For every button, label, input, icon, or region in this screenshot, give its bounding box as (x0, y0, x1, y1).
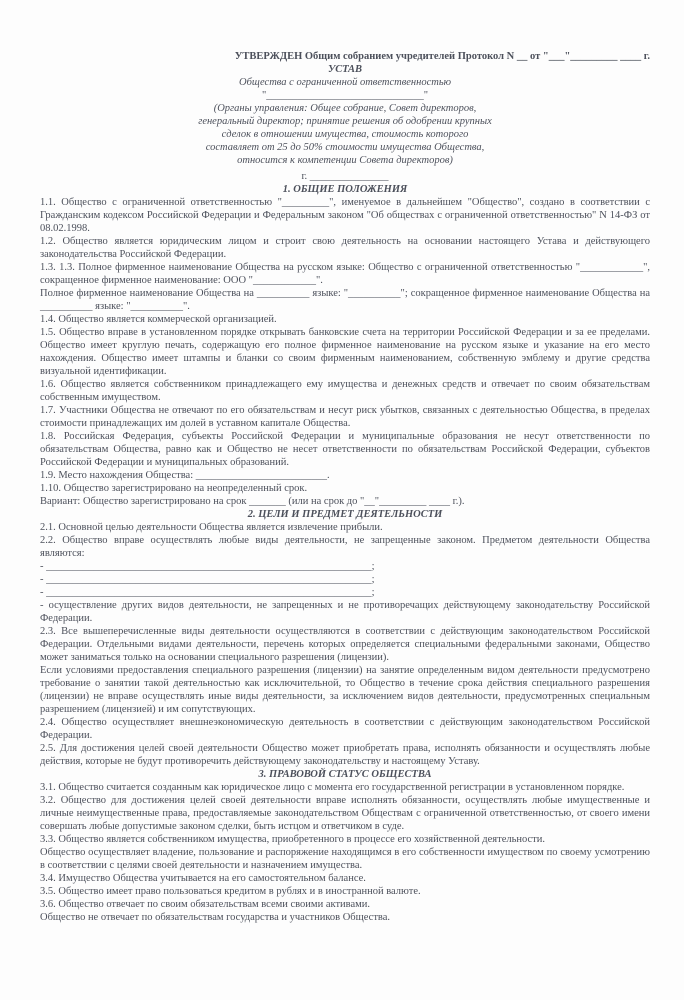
paragraph: 3.2. Общество для достижения целей своей деятельности вправе исполнять обязанности, осуществлять любые имущественные и личные неимущественные права, предоставляемые законодательством Обществам с ограниченной ответственностью, от своего имени совершать любые допустимые законом сделки, быть истцом и ответчиком в суде. (40, 795, 650, 832)
paragraph: - ______________________________________________________________; (40, 561, 375, 572)
approved-line: УТВЕРЖДЕН Общим собранием учредителей Протокол N __ от "___"_________ ____ г. (234, 51, 650, 62)
management-note-line: относится к компетенции Совета директоров) (237, 155, 453, 166)
paragraph: 2.2. Общество вправе осуществлять любые виды деятельности, не запрещенные законом. Предметом деятельности Общества являются: (40, 535, 650, 559)
paragraph: 1.10. Общество зарегистрировано на неопределенный срок. (40, 483, 308, 494)
company-name-blank: "______________________________" (261, 90, 429, 101)
paragraph: - осуществление других видов деятельности, не запрещенных и не противоречащих действующему законодательству Российской Федерации. (40, 600, 650, 624)
paragraph: 1.4. Общество является коммерческой организацией. (40, 314, 277, 325)
paragraph: 2.4. Общество осуществляет внешнеэкономическую деятельность в соответствии с действующим законодательством Российской Федерации. (40, 717, 650, 741)
paragraph: 3.1. Общество считается созданным как юридическое лицо с момента его государственной регистрации в установленном порядке. (40, 782, 625, 793)
paragraph: 1.1. Общество с ограниченной ответственностью "_________", именуемое в дальнейшем "Общество", создано в соответствии с Гражданским кодексом Российской Федерации и Федеральным законом "Об обществах с ограниченной ответственностью" N 14-ФЗ от 08.02.1998. (40, 197, 650, 234)
paragraph: 2.5. Для достижения целей своей деятельности Общество может приобретать права, исполнять обязанности и осуществлять любые действия, которые не будут противоречить действующему законодательству и настоящему Уставу. (40, 743, 650, 767)
section-heading: 1. ОБЩИЕ ПОЛОЖЕНИЯ (282, 184, 408, 195)
charter-subtitle: Общества с ограниченной ответственностью (238, 77, 452, 88)
paragraph: 1.2. Общество является юридическим лицом и строит свою деятельность на основании настоящего Устава и действующего законодательства Российской Федерации. (40, 236, 650, 260)
management-note-line: сделок в отношении имущества, стоимость которого (221, 129, 469, 140)
paragraph: - ______________________________________________________________; (40, 587, 375, 598)
paragraph: 1.5. Общество вправе в установленном порядке открывать банковские счета на территории Российской Федерации и за ее пределами. Общество имеет круглую печать, содержащую его полное фирменное наименование на русском языке и указание на его место нахождения. Общество имеет штампы и бланки со своим фирменным наименованием, собственную эмблему и другие средства визуальной идентификации. (40, 327, 650, 377)
paragraph: 1.7. Участники Общества не отвечают по его обязательствам и несут риск убытков, связанных с деятельностью Общества, в пределах стоимости принадлежащих им долей в уставном капитале Общества. (40, 405, 650, 429)
city-line: г. _______________ (301, 171, 389, 182)
management-note-line: генеральный директор; принятие решения об одобрении крупных (198, 116, 492, 127)
management-note-line: (Органы управления: Общее собрание, Совет директоров, (213, 103, 477, 114)
section-heading: 2. ЦЕЛИ И ПРЕДМЕТ ДЕЯТЕЛЬНОСТИ (247, 509, 443, 520)
paragraph: Если условиями предоставления специального разрешения (лицензии) на занятие определенным видом деятельности предусмотрено требование о занятии такой деятельностью как исключительной, то Общество в течение срока действия специального разрешения (лицензии) не вправе осуществлять иные виды деятельности, за исключением видов деятельности, предусмотренных специальным разрешением (лицензией) и им сопутствующих. (40, 665, 650, 715)
paragraph: Полное фирменное наименование Общества на __________ языке: "__________"; сокращенное фирменное наименование Общества на __________ языке: "__________". (40, 288, 650, 312)
paragraph: 3.6. Общество отвечает по своим обязательствам всеми своими активами. (40, 899, 371, 910)
charter-title: УСТАВ (327, 64, 363, 75)
paragraph: - ______________________________________________________________; (40, 574, 375, 585)
paragraph: 1.9. Место нахождения Общества: _________________________. (40, 470, 330, 481)
paragraph: 1.6. Общество является собственником принадлежащего ему имущества и денежных средств и отвечает по своим обязательствам собственным имуществом. (40, 379, 650, 403)
paragraph: 2.3. Все вышеперечисленные виды деятельности осуществляются в соответствии с действующим законодательством Российской Федерации. Отдельными видами деятельности, перечень которых определяется специальными федеральными законами, Общество может заниматься только на основании специального разрешения (лицензии). (40, 626, 650, 663)
paragraph: Вариант: Общество зарегистрировано на срок _______ (или на срок до "__"_________ ____ г.). (40, 496, 465, 507)
paragraph: 2.1. Основной целью деятельности Общества является извлечение прибыли. (40, 522, 383, 533)
sections-container (40, 183, 650, 924)
paragraph: 3.4. Имущество Общества учитывается на его самостоятельном балансе. (40, 873, 366, 884)
paragraph: Общество осуществляет владение, пользование и распоряжение находящимся в его собственности имуществом по своему усмотрению в соответствии с целями своей деятельности и назначением имущества. (40, 847, 650, 871)
paragraph: 1.3. 1.3. Полное фирменное наименование Общества на русском языке: Общество с ограниченной ответственностью "____________", сокращенное фирменное наименование: ООО "____________". (40, 262, 650, 286)
management-note-line: составляет от 25 до 50% стоимости имущества Общества, (205, 142, 485, 153)
section-heading: 3. ПРАВОВОЙ СТАТУС ОБЩЕСТВА (258, 769, 432, 780)
paragraph: 3.3. Общество является собственником имущества, приобретенного в процессе его хозяйственной деятельности. (40, 834, 546, 845)
paragraph: 1.8. Российская Федерация, субъекты Российской Федерации и муниципальные образования не несут ответственности по обязательствам Общества, равно как и Общество не несет ответственности по обязательствам Российской Федерации, субъектов Российской Федерации и муниципальных образований. (40, 431, 650, 468)
management-note (40, 102, 650, 167)
paragraph: 3.5. Общество имеет право пользоваться кредитом в рублях и в иностранной валюте. (40, 886, 421, 897)
paragraph: Общество не отвечает по обязательствам государства и участников Общества. (40, 912, 391, 923)
